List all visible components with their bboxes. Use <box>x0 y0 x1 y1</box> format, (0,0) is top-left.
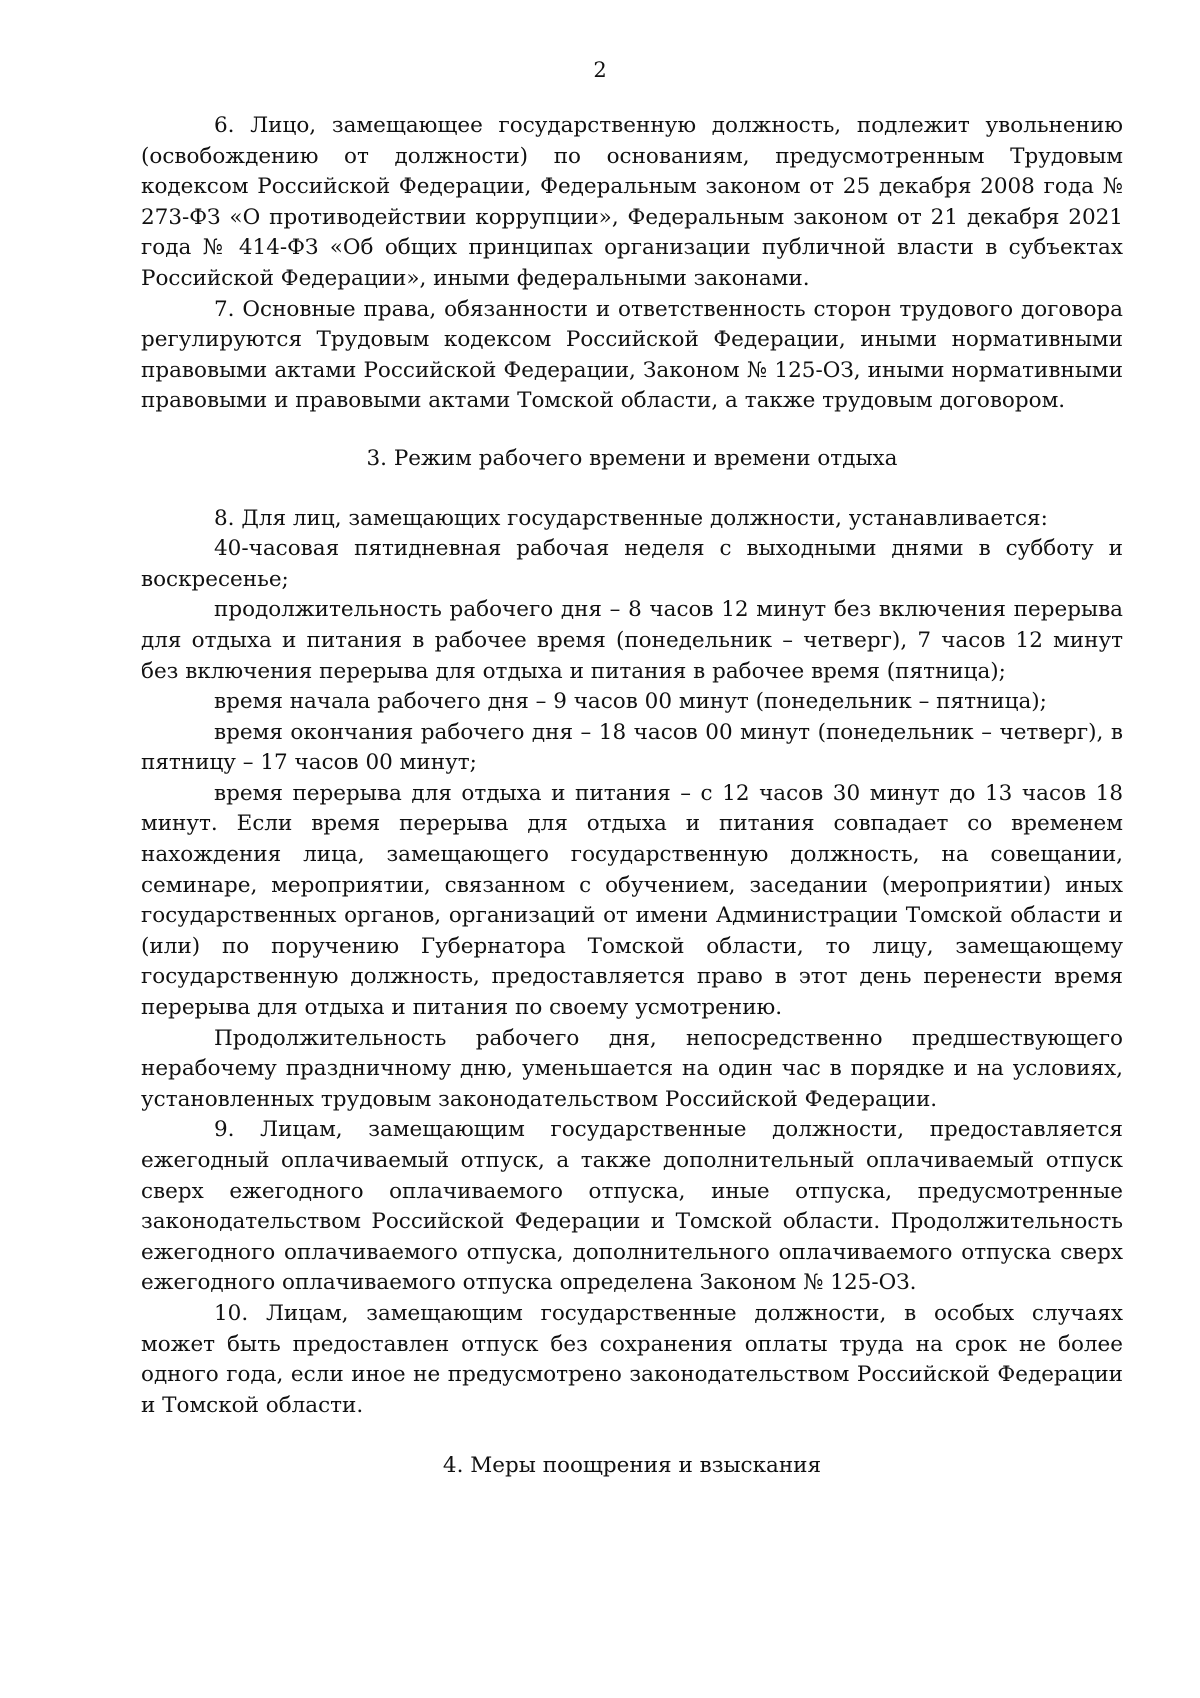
page-number: 2 <box>593 58 607 82</box>
paragraph-work-day-end: время окончания рабочего дня – 18 часов 00 минут (понедельник – четверг), в пятницу – 17 часов 00 минут; <box>141 719 1123 776</box>
paragraph-6: 6. Лицо, замещающее государственную должность, подлежит увольнению (освобождению от должности) по основаниям, предусмотренным Трудовым кодексом Российской Федерации, Федеральным законом от 25 декабря 2008 года № 273-ФЗ «О противодействии коррупции», Федеральным законом от 21 декабря 2021 года № 414-ФЗ «Об общих принципах организации публичной власти в субъектах Российской Федерации», иными федеральными законами. <box>141 113 1123 291</box>
paragraph-9: 9. Лицам, замещающим государственные должности, предоставляется ежегодный оплачиваемый отпуск, а также дополнительный оплачиваемый отпуск сверх ежегодного оплачиваемого отпуска, иные отпуска, предусмотренные законодательством Российской Федерации и Томской области. Продолжительность ежегодного оплачиваемого отпуска, дополнительного оплачиваемого отпуска сверх ежегодного оплачиваемого отпуска определена Законом № 125-ОЗ. <box>141 1117 1123 1296</box>
paragraph-work-day-start: время начала рабочего дня – 9 часов 00 минут (понедельник – пятница); <box>214 689 1047 715</box>
paragraph-work-week: 40-часовая пятидневная рабочая неделя с выходными днями в субботу и воскресенье; <box>141 536 1123 592</box>
document-body <box>141 111 1123 1482</box>
paragraph-pre-holiday: Продолжительность рабочего дня, непосредственно предшествующего нерабочему праздничному дню, уменьшается на один час в порядке и на условиях, установленных трудовым законодательством Российской Федерации. <box>141 1025 1123 1112</box>
section-heading-3: 3. Режим рабочего времени и времени отдыха <box>366 445 898 471</box>
paragraph-break-time: время перерыва для отдыха и питания – с 12 часов 30 минут до 13 часов 18 минут. Если время перерыва для отдыха и питания совпадает со временем нахождения лица, замещающего государственную должность, на совещании, семинаре, мероприятии, связанном с обучением, заседании (мероприятии) иных государственных органов, организаций от имени Администрации Томской области и (или) по поручению Губернатора Томской области, то лицу, замещающему государственную должность, предоставляется право в этот день перенести время перерыва для отдыха и питания по своему усмотрению. <box>141 780 1123 1021</box>
section-heading-4: 4. Меры поощрения и взыскания <box>442 1453 822 1479</box>
paragraph-7: 7. Основные права, обязанности и ответственность сторон трудового договора регулируются Трудовым кодексом Российской Федерации, иными нормативными правовыми актами Российской Федерации, Законом № 125-ОЗ, иными нормативными правовыми и правовыми актами Томской области, а также трудовым договором. <box>141 296 1123 414</box>
paragraph-work-day-duration: продолжительность рабочего дня – 8 часов 12 минут без включения перерыва для отдыха и питания в рабочее время (понедельник – четверг), 7 часов 12 минут без включения перерыва для отдыха и питания в рабочее время (пятница); <box>141 597 1123 684</box>
paragraph-10: 10. Лицам, замещающим государственные должности, в особых случаях может быть предоставлен отпуск без сохранения оплаты труда на срок не более одного года, если иное не предусмотрено законодательством Российской Федерации и Томской области. <box>141 1300 1123 1418</box>
paragraph-8: 8. Для лиц, замещающих государственные должности, устанавливается: <box>214 505 1048 531</box>
